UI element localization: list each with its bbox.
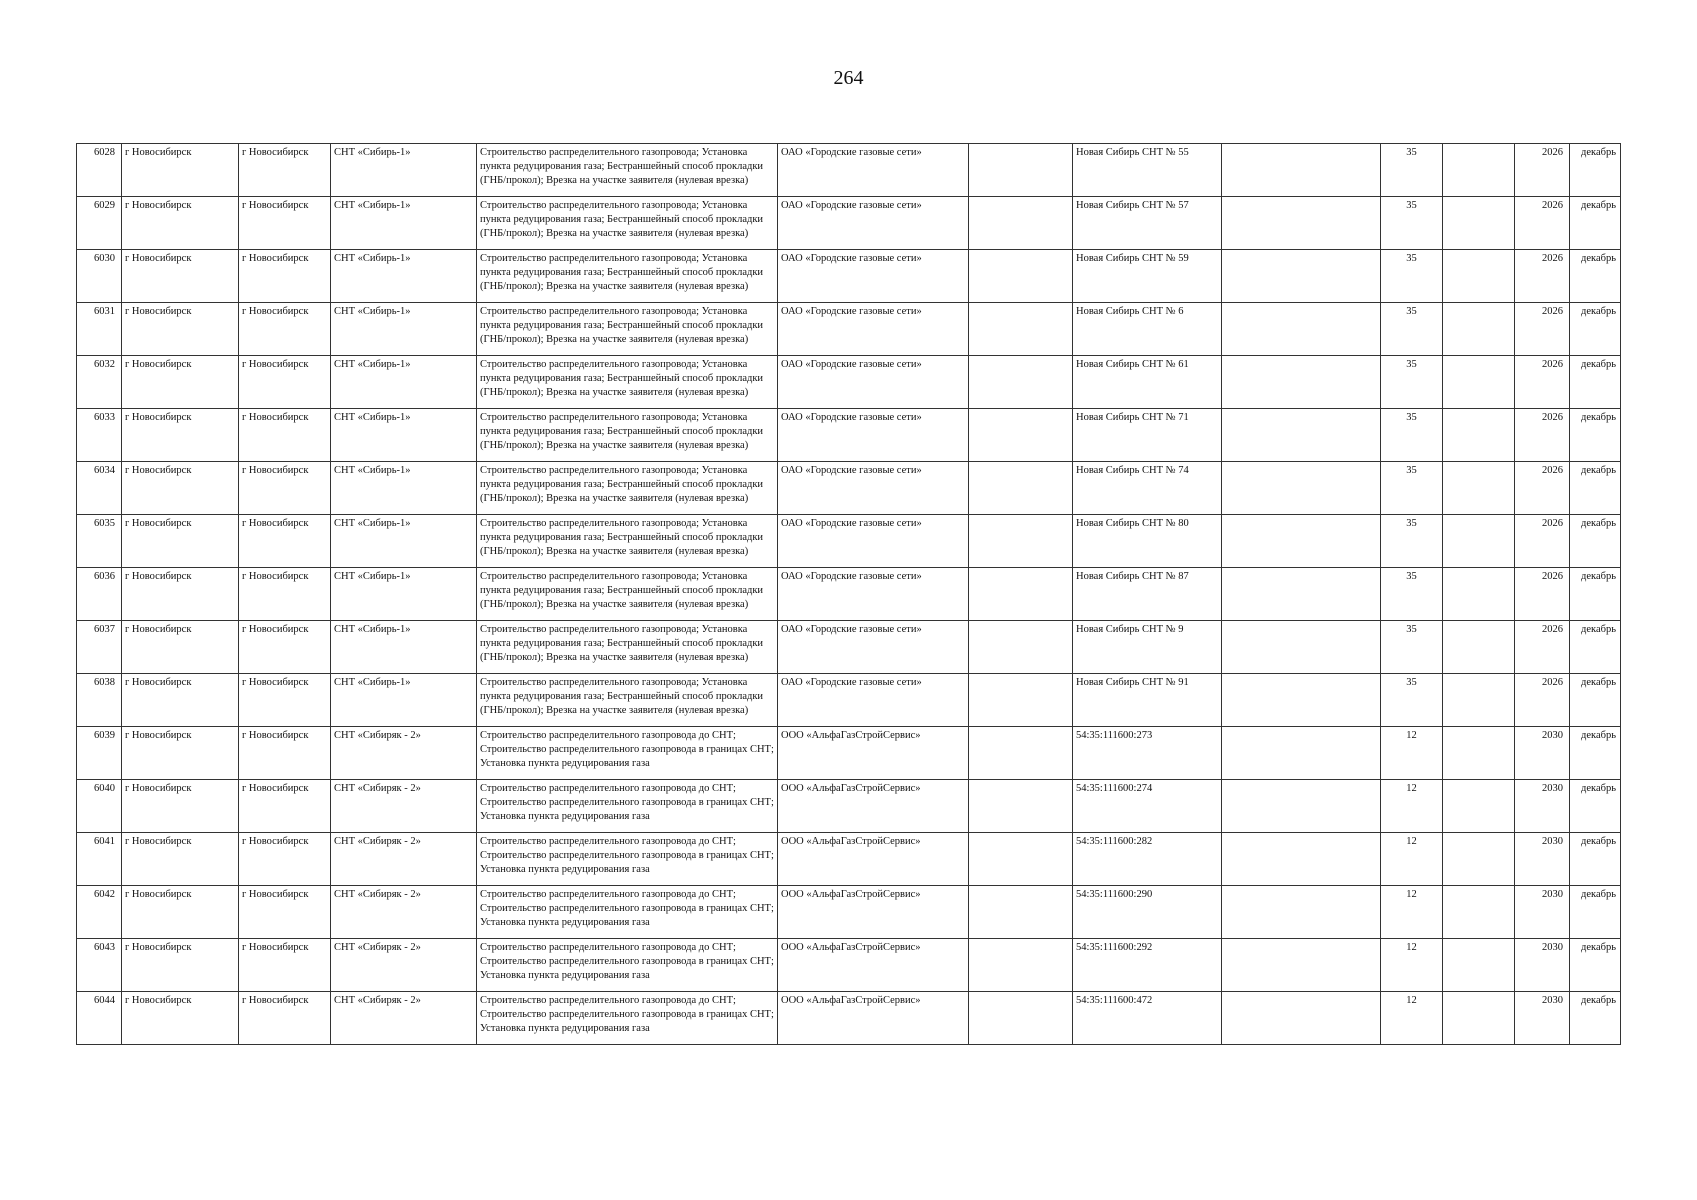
empty-cell [1222,409,1381,462]
works-cell: Строительство распределительного газопровода; Установка пункта редуцирования газа; Бестраншейный способ прокладки (ГНБ/прокол); Врезка на участке заявителя (нулевая врезка) [477,621,778,674]
month-cell: декабрь [1570,197,1621,250]
quantity-cell: 35 [1381,144,1443,197]
object-cell: СНТ «Сибирь-1» [331,197,477,250]
empty-cell [1443,939,1515,992]
empty-cell [969,780,1073,833]
address-cell: Новая Сибирь СНТ № 91 [1073,674,1222,727]
empty-cell [969,197,1073,250]
empty-cell [1443,462,1515,515]
quantity-cell: 12 [1381,780,1443,833]
quantity-cell: 35 [1381,674,1443,727]
row-number-cell: 6034 [77,462,122,515]
month-cell: декабрь [1570,992,1621,1045]
quantity-cell: 12 [1381,727,1443,780]
address-cell: Новая Сибирь СНТ № 55 [1073,144,1222,197]
address-cell: Новая Сибирь СНТ № 74 [1073,462,1222,515]
empty-cell [1222,144,1381,197]
city-cell: г Новосибирск [239,674,331,727]
area-cell: г Новосибирск [122,939,239,992]
organization-cell: ОАО «Городские газовые сети» [778,515,969,568]
organization-cell: ООО «АльфаГазСтройСервис» [778,886,969,939]
organization-cell: ОАО «Городские газовые сети» [778,621,969,674]
city-cell: г Новосибирск [239,144,331,197]
month-cell: декабрь [1570,568,1621,621]
empty-cell [1222,515,1381,568]
object-cell: СНТ «Сибиряк - 2» [331,939,477,992]
registry-table [76,143,1621,1045]
object-cell: СНТ «Сибиряк - 2» [331,886,477,939]
table-row [77,144,1621,197]
address-cell: Новая Сибирь СНТ № 61 [1073,356,1222,409]
empty-cell [1222,886,1381,939]
organization-cell: ОАО «Городские газовые сети» [778,250,969,303]
works-cell: Строительство распределительного газопровода; Установка пункта редуцирования газа; Бестраншейный способ прокладки (ГНБ/прокол); Врезка на участке заявителя (нулевая врезка) [477,197,778,250]
table-row [77,250,1621,303]
table-body [77,144,1621,1045]
object-cell: СНТ «Сибирь-1» [331,462,477,515]
row-number-cell: 6044 [77,992,122,1045]
organization-cell: ОАО «Городские газовые сети» [778,356,969,409]
city-cell: г Новосибирск [239,939,331,992]
address-cell: 54:35:111600:273 [1073,727,1222,780]
empty-cell [1222,674,1381,727]
table-row [77,674,1621,727]
area-cell: г Новосибирск [122,356,239,409]
empty-cell [1222,992,1381,1045]
row-number-cell: 6031 [77,303,122,356]
area-cell: г Новосибирск [122,780,239,833]
year-cell: 2026 [1515,568,1570,621]
works-cell: Строительство распределительного газопровода до СНТ; Строительство распределительного газопровода в границах СНТ; Установка пункта редуцирования газа [477,780,778,833]
organization-cell: ООО «АльфаГазСтройСервис» [778,939,969,992]
quantity-cell: 35 [1381,568,1443,621]
quantity-cell: 35 [1381,409,1443,462]
object-cell: СНТ «Сибирь-1» [331,356,477,409]
year-cell: 2030 [1515,727,1570,780]
area-cell: г Новосибирск [122,303,239,356]
organization-cell: ООО «АльфаГазСтройСервис» [778,727,969,780]
empty-cell [1222,250,1381,303]
works-cell: Строительство распределительного газопровода; Установка пункта редуцирования газа; Бестраншейный способ прокладки (ГНБ/прокол); Врезка на участке заявителя (нулевая врезка) [477,409,778,462]
organization-cell: ООО «АльфаГазСтройСервис» [778,780,969,833]
row-number-cell: 6040 [77,780,122,833]
empty-cell [1222,727,1381,780]
month-cell: декабрь [1570,462,1621,515]
empty-cell [1222,462,1381,515]
empty-cell [1443,833,1515,886]
quantity-cell: 35 [1381,303,1443,356]
organization-cell: ООО «АльфаГазСтройСервис» [778,992,969,1045]
area-cell: г Новосибирск [122,409,239,462]
empty-cell [1443,356,1515,409]
empty-cell [969,992,1073,1045]
table-row [77,886,1621,939]
empty-cell [969,356,1073,409]
month-cell: декабрь [1570,727,1621,780]
object-cell: СНТ «Сибиряк - 2» [331,833,477,886]
organization-cell: ОАО «Городские газовые сети» [778,462,969,515]
object-cell: СНТ «Сибиряк - 2» [331,992,477,1045]
area-cell: г Новосибирск [122,674,239,727]
organization-cell: ОАО «Городские газовые сети» [778,197,969,250]
city-cell: г Новосибирск [239,197,331,250]
empty-cell [1443,250,1515,303]
object-cell: СНТ «Сибирь-1» [331,303,477,356]
month-cell: декабрь [1570,144,1621,197]
table-row [77,462,1621,515]
year-cell: 2026 [1515,197,1570,250]
year-cell: 2026 [1515,144,1570,197]
address-cell: Новая Сибирь СНТ № 57 [1073,197,1222,250]
table-row [77,621,1621,674]
organization-cell: ОАО «Городские газовые сети» [778,144,969,197]
year-cell: 2026 [1515,515,1570,568]
year-cell: 2030 [1515,886,1570,939]
empty-cell [1222,939,1381,992]
quantity-cell: 35 [1381,197,1443,250]
city-cell: г Новосибирск [239,886,331,939]
quantity-cell: 35 [1381,462,1443,515]
empty-cell [1443,197,1515,250]
object-cell: СНТ «Сибирь-1» [331,409,477,462]
area-cell: г Новосибирск [122,886,239,939]
works-cell: Строительство распределительного газопровода; Установка пункта редуцирования газа; Бестраншейный способ прокладки (ГНБ/прокол); Врезка на участке заявителя (нулевая врезка) [477,303,778,356]
month-cell: декабрь [1570,886,1621,939]
works-cell: Строительство распределительного газопровода до СНТ; Строительство распределительного газопровода в границах СНТ; Установка пункта редуцирования газа [477,727,778,780]
row-number-cell: 6038 [77,674,122,727]
empty-cell [1443,992,1515,1045]
year-cell: 2030 [1515,939,1570,992]
table-row [77,568,1621,621]
works-cell: Строительство распределительного газопровода; Установка пункта редуцирования газа; Бестраншейный способ прокладки (ГНБ/прокол); Врезка на участке заявителя (нулевая врезка) [477,515,778,568]
empty-cell [1443,144,1515,197]
year-cell: 2026 [1515,409,1570,462]
table-row [77,303,1621,356]
row-number-cell: 6032 [77,356,122,409]
empty-cell [969,515,1073,568]
empty-cell [1443,409,1515,462]
works-cell: Строительство распределительного газопровода до СНТ; Строительство распределительного газопровода в границах СНТ; Установка пункта редуцирования газа [477,939,778,992]
table-row [77,992,1621,1045]
empty-cell [969,250,1073,303]
empty-cell [1443,886,1515,939]
address-cell: 54:35:111600:292 [1073,939,1222,992]
quantity-cell: 35 [1381,356,1443,409]
object-cell: СНТ «Сибирь-1» [331,250,477,303]
empty-cell [1443,674,1515,727]
row-number-cell: 6030 [77,250,122,303]
object-cell: СНТ «Сибирь-1» [331,144,477,197]
city-cell: г Новосибирск [239,356,331,409]
month-cell: декабрь [1570,939,1621,992]
table-row [77,197,1621,250]
works-cell: Строительство распределительного газопровода; Установка пункта редуцирования газа; Бестраншейный способ прокладки (ГНБ/прокол); Врезка на участке заявителя (нулевая врезка) [477,250,778,303]
works-cell: Строительство распределительного газопровода; Установка пункта редуцирования газа; Бестраншейный способ прокладки (ГНБ/прокол); Врезка на участке заявителя (нулевая врезка) [477,462,778,515]
area-cell: г Новосибирск [122,833,239,886]
year-cell: 2030 [1515,780,1570,833]
empty-cell [1222,568,1381,621]
area-cell: г Новосибирск [122,515,239,568]
year-cell: 2026 [1515,250,1570,303]
address-cell: 54:35:111600:472 [1073,992,1222,1045]
address-cell: 54:35:111600:282 [1073,833,1222,886]
quantity-cell: 12 [1381,939,1443,992]
quantity-cell: 35 [1381,515,1443,568]
empty-cell [969,303,1073,356]
empty-cell [1443,621,1515,674]
empty-cell [969,462,1073,515]
works-cell: Строительство распределительного газопровода; Установка пункта редуцирования газа; Бестраншейный способ прокладки (ГНБ/прокол); Врезка на участке заявителя (нулевая врезка) [477,144,778,197]
year-cell: 2030 [1515,833,1570,886]
city-cell: г Новосибирск [239,568,331,621]
quantity-cell: 35 [1381,621,1443,674]
empty-cell [969,674,1073,727]
table-row [77,939,1621,992]
empty-cell [969,727,1073,780]
works-cell: Строительство распределительного газопровода до СНТ; Строительство распределительного газопровода в границах СНТ; Установка пункта редуцирования газа [477,886,778,939]
month-cell: декабрь [1570,356,1621,409]
empty-cell [1443,303,1515,356]
row-number-cell: 6029 [77,197,122,250]
city-cell: г Новосибирск [239,462,331,515]
empty-cell [969,409,1073,462]
month-cell: декабрь [1570,674,1621,727]
object-cell: СНТ «Сибиряк - 2» [331,727,477,780]
empty-cell [969,568,1073,621]
city-cell: г Новосибирск [239,992,331,1045]
works-cell: Строительство распределительного газопровода до СНТ; Строительство распределительного газопровода в границах СНТ; Установка пункта редуцирования газа [477,833,778,886]
row-number-cell: 6036 [77,568,122,621]
quantity-cell: 12 [1381,833,1443,886]
month-cell: декабрь [1570,780,1621,833]
city-cell: г Новосибирск [239,303,331,356]
empty-cell [1222,621,1381,674]
quantity-cell: 35 [1381,250,1443,303]
organization-cell: ОАО «Городские газовые сети» [778,674,969,727]
area-cell: г Новосибирск [122,250,239,303]
address-cell: Новая Сибирь СНТ № 80 [1073,515,1222,568]
table-row [77,833,1621,886]
page-number: 264 [833,67,864,89]
organization-cell: ОАО «Городские газовые сети» [778,568,969,621]
year-cell: 2026 [1515,674,1570,727]
city-cell: г Новосибирск [239,833,331,886]
table-row [77,356,1621,409]
empty-cell [1222,780,1381,833]
table-row [77,727,1621,780]
month-cell: декабрь [1570,250,1621,303]
month-cell: декабрь [1570,515,1621,568]
works-cell: Строительство распределительного газопровода до СНТ; Строительство распределительного газопровода в границах СНТ; Установка пункта редуцирования газа [477,992,778,1045]
area-cell: г Новосибирск [122,621,239,674]
organization-cell: ООО «АльфаГазСтройСервис» [778,833,969,886]
city-cell: г Новосибирск [239,250,331,303]
empty-cell [969,144,1073,197]
quantity-cell: 12 [1381,992,1443,1045]
city-cell: г Новосибирск [239,621,331,674]
row-number-cell: 6028 [77,144,122,197]
works-cell: Строительство распределительного газопровода; Установка пункта редуцирования газа; Бестраншейный способ прокладки (ГНБ/прокол); Врезка на участке заявителя (нулевая врезка) [477,568,778,621]
address-cell: Новая Сибирь СНТ № 71 [1073,409,1222,462]
object-cell: СНТ «Сибиряк - 2» [331,780,477,833]
area-cell: г Новосибирск [122,197,239,250]
row-number-cell: 6042 [77,886,122,939]
area-cell: г Новосибирск [122,992,239,1045]
city-cell: г Новосибирск [239,727,331,780]
object-cell: СНТ «Сибирь-1» [331,674,477,727]
area-cell: г Новосибирск [122,727,239,780]
row-number-cell: 6035 [77,515,122,568]
city-cell: г Новосибирск [239,409,331,462]
object-cell: СНТ «Сибирь-1» [331,515,477,568]
table-row [77,409,1621,462]
object-cell: СНТ «Сибирь-1» [331,568,477,621]
works-cell: Строительство распределительного газопровода; Установка пункта редуцирования газа; Бестраншейный способ прокладки (ГНБ/прокол); Врезка на участке заявителя (нулевая врезка) [477,674,778,727]
area-cell: г Новосибирск [122,144,239,197]
area-cell: г Новосибирск [122,568,239,621]
row-number-cell: 6033 [77,409,122,462]
empty-cell [969,939,1073,992]
month-cell: декабрь [1570,303,1621,356]
year-cell: 2030 [1515,992,1570,1045]
empty-cell [1222,303,1381,356]
row-number-cell: 6037 [77,621,122,674]
area-cell: г Новосибирск [122,462,239,515]
empty-cell [1443,515,1515,568]
empty-cell [1222,833,1381,886]
month-cell: декабрь [1570,409,1621,462]
address-cell: 54:35:111600:274 [1073,780,1222,833]
year-cell: 2026 [1515,303,1570,356]
empty-cell [969,833,1073,886]
address-cell: Новая Сибирь СНТ № 87 [1073,568,1222,621]
empty-cell [1443,568,1515,621]
month-cell: декабрь [1570,833,1621,886]
quantity-cell: 12 [1381,886,1443,939]
address-cell: Новая Сибирь СНТ № 9 [1073,621,1222,674]
empty-cell [1222,356,1381,409]
city-cell: г Новосибирск [239,780,331,833]
year-cell: 2026 [1515,356,1570,409]
row-number-cell: 6041 [77,833,122,886]
table-row [77,515,1621,568]
address-cell: Новая Сибирь СНТ № 6 [1073,303,1222,356]
empty-cell [969,621,1073,674]
row-number-cell: 6039 [77,727,122,780]
works-cell: Строительство распределительного газопровода; Установка пункта редуцирования газа; Бестраншейный способ прокладки (ГНБ/прокол); Врезка на участке заявителя (нулевая врезка) [477,356,778,409]
address-cell: 54:35:111600:290 [1073,886,1222,939]
organization-cell: ОАО «Городские газовые сети» [778,409,969,462]
empty-cell [969,886,1073,939]
empty-cell [1443,780,1515,833]
object-cell: СНТ «Сибирь-1» [331,621,477,674]
organization-cell: ОАО «Городские газовые сети» [778,303,969,356]
empty-cell [1222,197,1381,250]
address-cell: Новая Сибирь СНТ № 59 [1073,250,1222,303]
year-cell: 2026 [1515,462,1570,515]
month-cell: декабрь [1570,621,1621,674]
city-cell: г Новосибирск [239,515,331,568]
table-row [77,780,1621,833]
row-number-cell: 6043 [77,939,122,992]
empty-cell [1443,727,1515,780]
year-cell: 2026 [1515,621,1570,674]
